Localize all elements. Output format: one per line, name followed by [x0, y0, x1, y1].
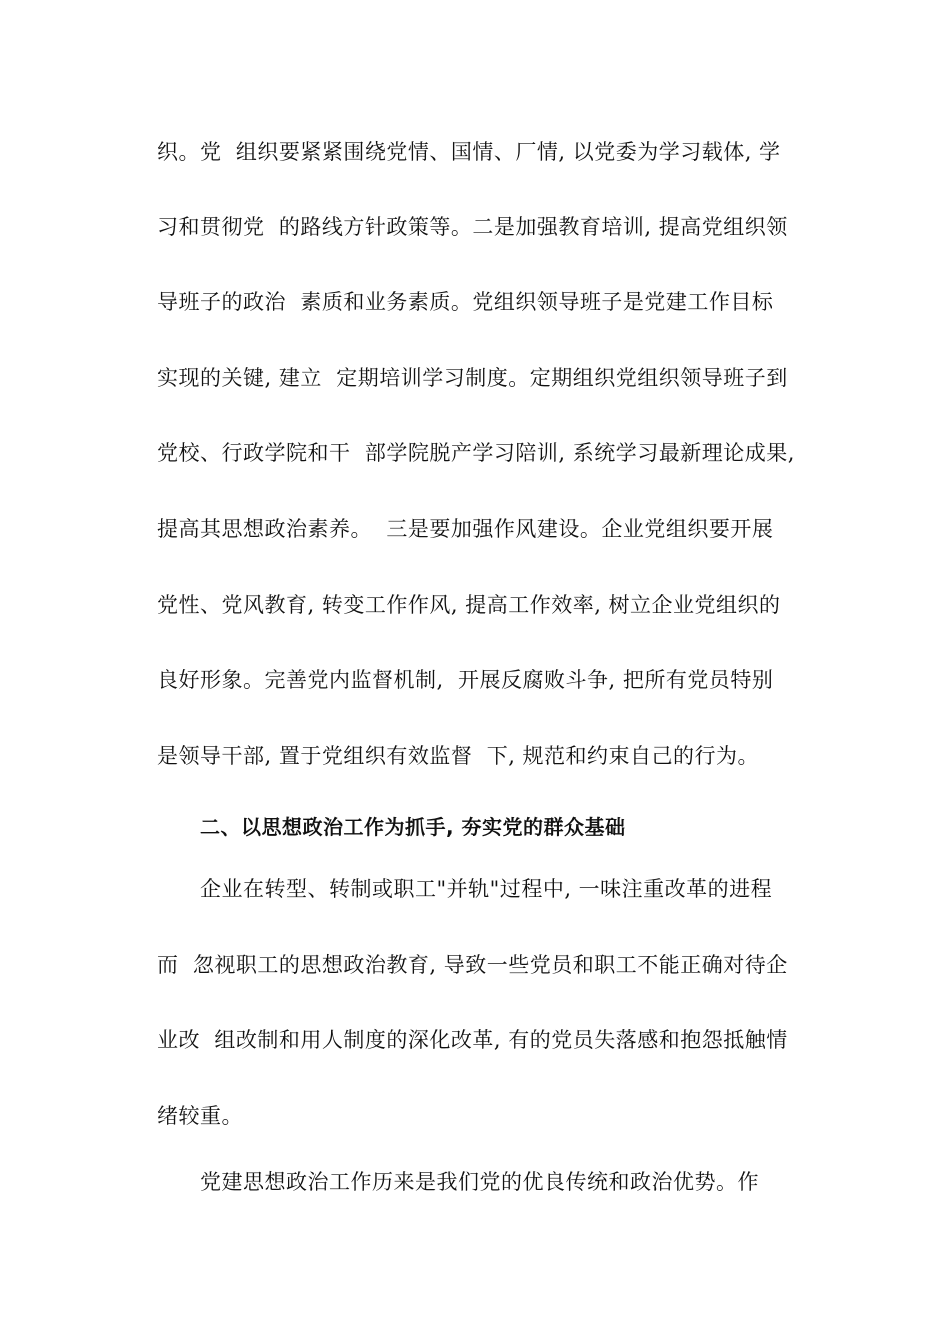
paragraph-line: 提高其思想政治素养。 三是要加强作风建设。企业党组织要开展: [157, 517, 774, 541]
paragraph-line: 导班子的政治 素质和业务素质。党组织领导班子是党建工作目标: [157, 290, 774, 314]
paragraph-line: 织。党 组织要紧紧围绕党情、国情、厂情, 以党委为学习载体, 学: [157, 140, 781, 164]
paragraph-line: 绪较重。: [157, 1104, 243, 1128]
paragraph-line: 实现的关键, 建立 定期培训学习制度。定期组织党组织领导班子到: [157, 366, 788, 390]
paragraph-line: 业改 组改制和用人制度的深化改革, 有的党员失落感和抱怨抵触情: [157, 1028, 788, 1052]
paragraph-line: 良好形象。完善党内监督机制, 开展反腐败斗争, 把所有党员特别: [157, 668, 774, 692]
section-heading: 二、以思想政治工作为抓手, 夯实党的群众基础: [200, 815, 626, 839]
paragraph-line: 党建思想政治工作历来是我们党的优良传统和政治优势。作: [200, 1170, 759, 1194]
paragraph-line: 是领导干部, 置于党组织有效监督 下, 规范和约束自己的行为。: [157, 744, 760, 768]
paragraph-line: 习和贯彻党 的路线方针政策等。二是加强教育培训, 提高党组织领: [157, 215, 788, 239]
paragraph-line: 而 忽视职工的思想政治教育, 导致一些党员和职工不能正确对待企: [157, 953, 788, 977]
paragraph-line: 党校、行政学院和干 部学院脱产学习陪训, 系统学习最新理论成果,: [157, 441, 795, 465]
paragraph-line: 党性、党风教育, 转变工作作风, 提高工作效率, 树立企业党组织的: [157, 593, 781, 617]
paragraph-line: 企业在转型、转制或职工"并轨"过程中, 一味注重改革的进程: [200, 877, 773, 901]
